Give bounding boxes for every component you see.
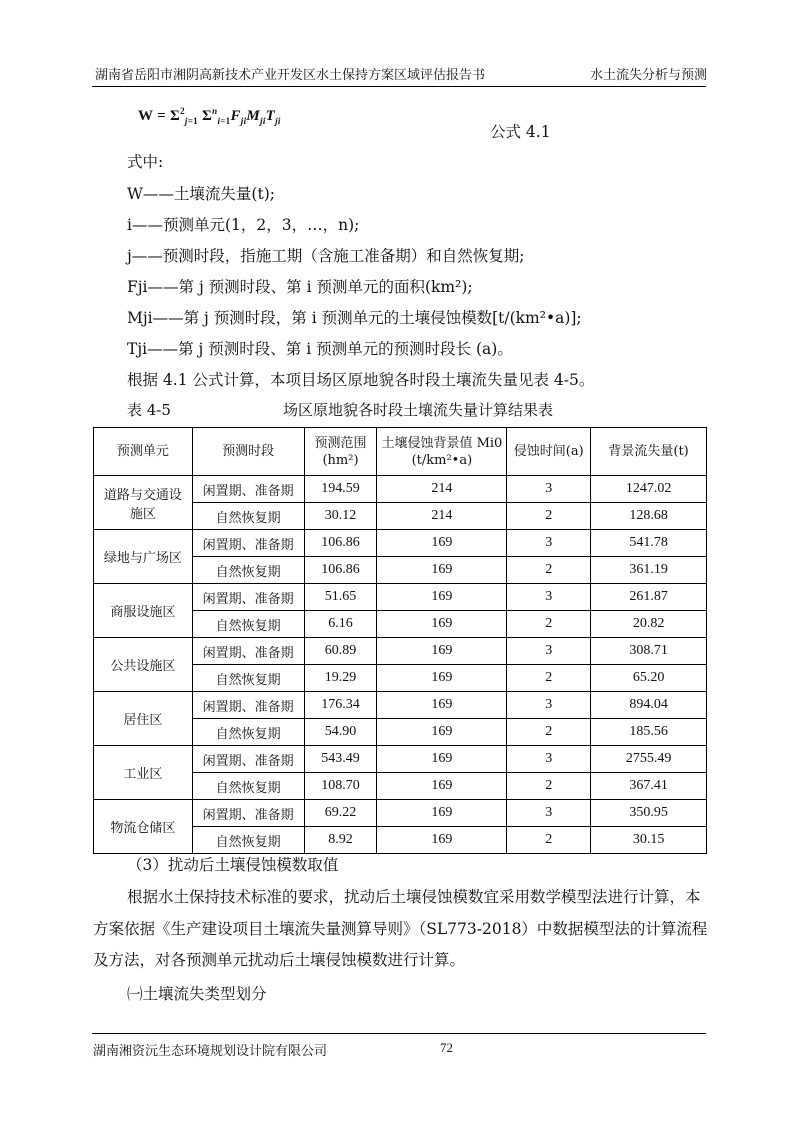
modulus-cell: 169 [377,665,507,692]
modulus-cell: 214 [377,503,507,530]
time-cell: 2 [507,503,591,530]
time-cell: 3 [507,800,591,827]
paragraph-line-3: 及方法，对各预测单元扰动后土壤侵蚀模数进行计算。 [93,951,466,969]
modulus-cell: 169 [377,557,507,584]
table-header-row [94,428,707,476]
time-cell: 2 [507,719,591,746]
range-cell: 30.12 [304,503,377,530]
modulus-cell: 169 [377,773,507,800]
definition-tji: Tji——第 j 预测时段、第 i 预测单元的预测时段长 (a)。 [127,340,513,358]
header-section: 水土流失分析与预测 [589,68,707,83]
definition-fji: Fji——第 j 预测时段、第 i 预测单元的面积(km²); [127,278,473,296]
time-cell: 3 [507,638,591,665]
period-cell: 自然恢复期 [192,827,304,854]
col-header-unit: 预测单元 [94,428,193,476]
range-cell: 176.34 [304,692,377,719]
unit-name: 物流仓储区 [94,800,193,854]
range-cell: 194.59 [304,476,377,503]
table-row [94,800,707,827]
time-cell: 3 [507,476,591,503]
modulus-cell: 169 [377,800,507,827]
modulus-cell: 169 [377,746,507,773]
unit-name: 工业区 [94,746,193,800]
loss-cell: 894.04 [591,692,707,719]
table-row [94,638,707,665]
formula: $W = \Sigma^2_{j=1}$ $\Sigma^n_{i=1}F_{ji}M_{ji}T_{ji}$ [138,106,281,126]
col-header-period: 预测时段 [192,428,304,476]
period-cell: 自然恢复期 [192,611,304,638]
paragraph-line-1: 根据水土保持技术标准的要求，扰动后土壤侵蚀模数宜采用数学模型法进行计算，本 [127,888,701,906]
col-header-time: 侵蚀时间(a) [507,428,591,476]
time-cell: 3 [507,584,591,611]
table-body [94,476,707,854]
loss-cell: 185.56 [591,719,707,746]
time-cell: 3 [507,692,591,719]
period-cell: 闲置期、准备期 [192,476,304,503]
period-cell: 闲置期、准备期 [192,530,304,557]
loss-cell: 367.41 [591,773,707,800]
soil-loss-table [93,427,707,854]
time-cell: 2 [507,557,591,584]
modulus-cell: 169 [377,719,507,746]
loss-cell: 30.15 [591,827,707,854]
modulus-cell: 169 [377,638,507,665]
definition-w: W——土壤流失量(t); [127,185,275,203]
definition-j: j——预测时段，指施工期（含施工准备期）和自然恢复期; [127,247,525,265]
period-cell: 自然恢复期 [192,773,304,800]
table-row [94,584,707,611]
period-cell: 闲置期、准备期 [192,746,304,773]
time-cell: 3 [507,746,591,773]
table-row [94,476,707,503]
period-cell: 闲置期、准备期 [192,692,304,719]
definition-i: i——预测单元(1，2，3，…，n); [127,216,360,234]
formula-label: 公式 4.1 [490,123,551,141]
table-title: 场区原地貌各时段土壤流失量计算结果表 [283,401,554,419]
loss-cell: 65.20 [591,665,707,692]
loss-cell: 541.78 [591,530,707,557]
time-cell: 3 [507,530,591,557]
paragraph-line-2: 方案依据《生产建设项目土壤流失量测算导则》（SL773-2018）中数据模型法的计算流程 [93,920,708,938]
modulus-cell: 214 [377,476,507,503]
range-cell: 60.89 [304,638,377,665]
loss-cell: 361.19 [591,557,707,584]
table-row [94,746,707,773]
col-header-loss: 背景流失量(t) [591,428,707,476]
definition-intro: 式中: [127,153,164,171]
period-cell: 闲置期、准备期 [192,584,304,611]
calculation-note: 根据 4.1 公式计算，本项目场区原地貌各时段土壤流失量见表 4-5。 [127,371,595,389]
modulus-cell: 169 [377,827,507,854]
period-cell: 自然恢复期 [192,557,304,584]
range-cell: 8.92 [304,827,377,854]
range-cell: 69.22 [304,800,377,827]
period-cell: 自然恢复期 [192,719,304,746]
header-divider [92,86,706,87]
modulus-cell: 169 [377,584,507,611]
loss-cell: 2755.49 [591,746,707,773]
modulus-cell: 169 [377,692,507,719]
range-cell: 51.65 [304,584,377,611]
definition-mji: Mji——第 j 预测时段，第 i 预测单元的土壤侵蚀模数[t/(km²•a)]; [127,309,582,327]
range-cell: 106.86 [304,557,377,584]
unit-name: 绿地与广场区 [94,530,193,584]
range-cell: 6.16 [304,611,377,638]
col-header-modulus: 土壤侵蚀背景值 Mi0 (t/km²•a) [377,428,507,476]
range-cell: 19.29 [304,665,377,692]
footer-divider [92,1033,706,1034]
page-number: 72 [440,1040,453,1055]
footer-company: 湖南湘资沅生态环境规划设计院有限公司 [93,1044,328,1059]
period-cell: 自然恢复期 [192,503,304,530]
loss-cell: 261.87 [591,584,707,611]
time-cell: 2 [507,611,591,638]
range-cell: 543.49 [304,746,377,773]
time-cell: 2 [507,773,591,800]
range-cell: 54.90 [304,719,377,746]
unit-name: 道路与交通设 施区 [94,476,193,530]
period-cell: 闲置期、准备期 [192,800,304,827]
loss-cell: 128.68 [591,503,707,530]
loss-cell: 20.82 [591,611,707,638]
col-header-range: 预测范围 (hm²) [304,428,377,476]
unit-name: 商服设施区 [94,584,193,638]
modulus-cell: 169 [377,530,507,557]
period-cell: 自然恢复期 [192,665,304,692]
unit-name: 公共设施区 [94,638,193,692]
range-cell: 108.70 [304,773,377,800]
table-row [94,530,707,557]
subsection-heading: ㈠土壤流失类型划分 [127,985,267,1003]
table-number: 表 4-5 [127,401,171,419]
section-heading: （3）扰动后土壤侵蚀模数取值 [127,856,339,874]
table-row [94,692,707,719]
header-title: 湖南省岳阳市湘阴高新技术产业开发区水土保持方案区域评估报告书 [95,68,486,83]
loss-cell: 308.71 [591,638,707,665]
time-cell: 2 [507,665,591,692]
loss-cell: 350.95 [591,800,707,827]
unit-name: 居住区 [94,692,193,746]
period-cell: 闲置期、准备期 [192,638,304,665]
range-cell: 106.86 [304,530,377,557]
loss-cell: 1247.02 [591,476,707,503]
modulus-cell: 169 [377,611,507,638]
time-cell: 2 [507,827,591,854]
